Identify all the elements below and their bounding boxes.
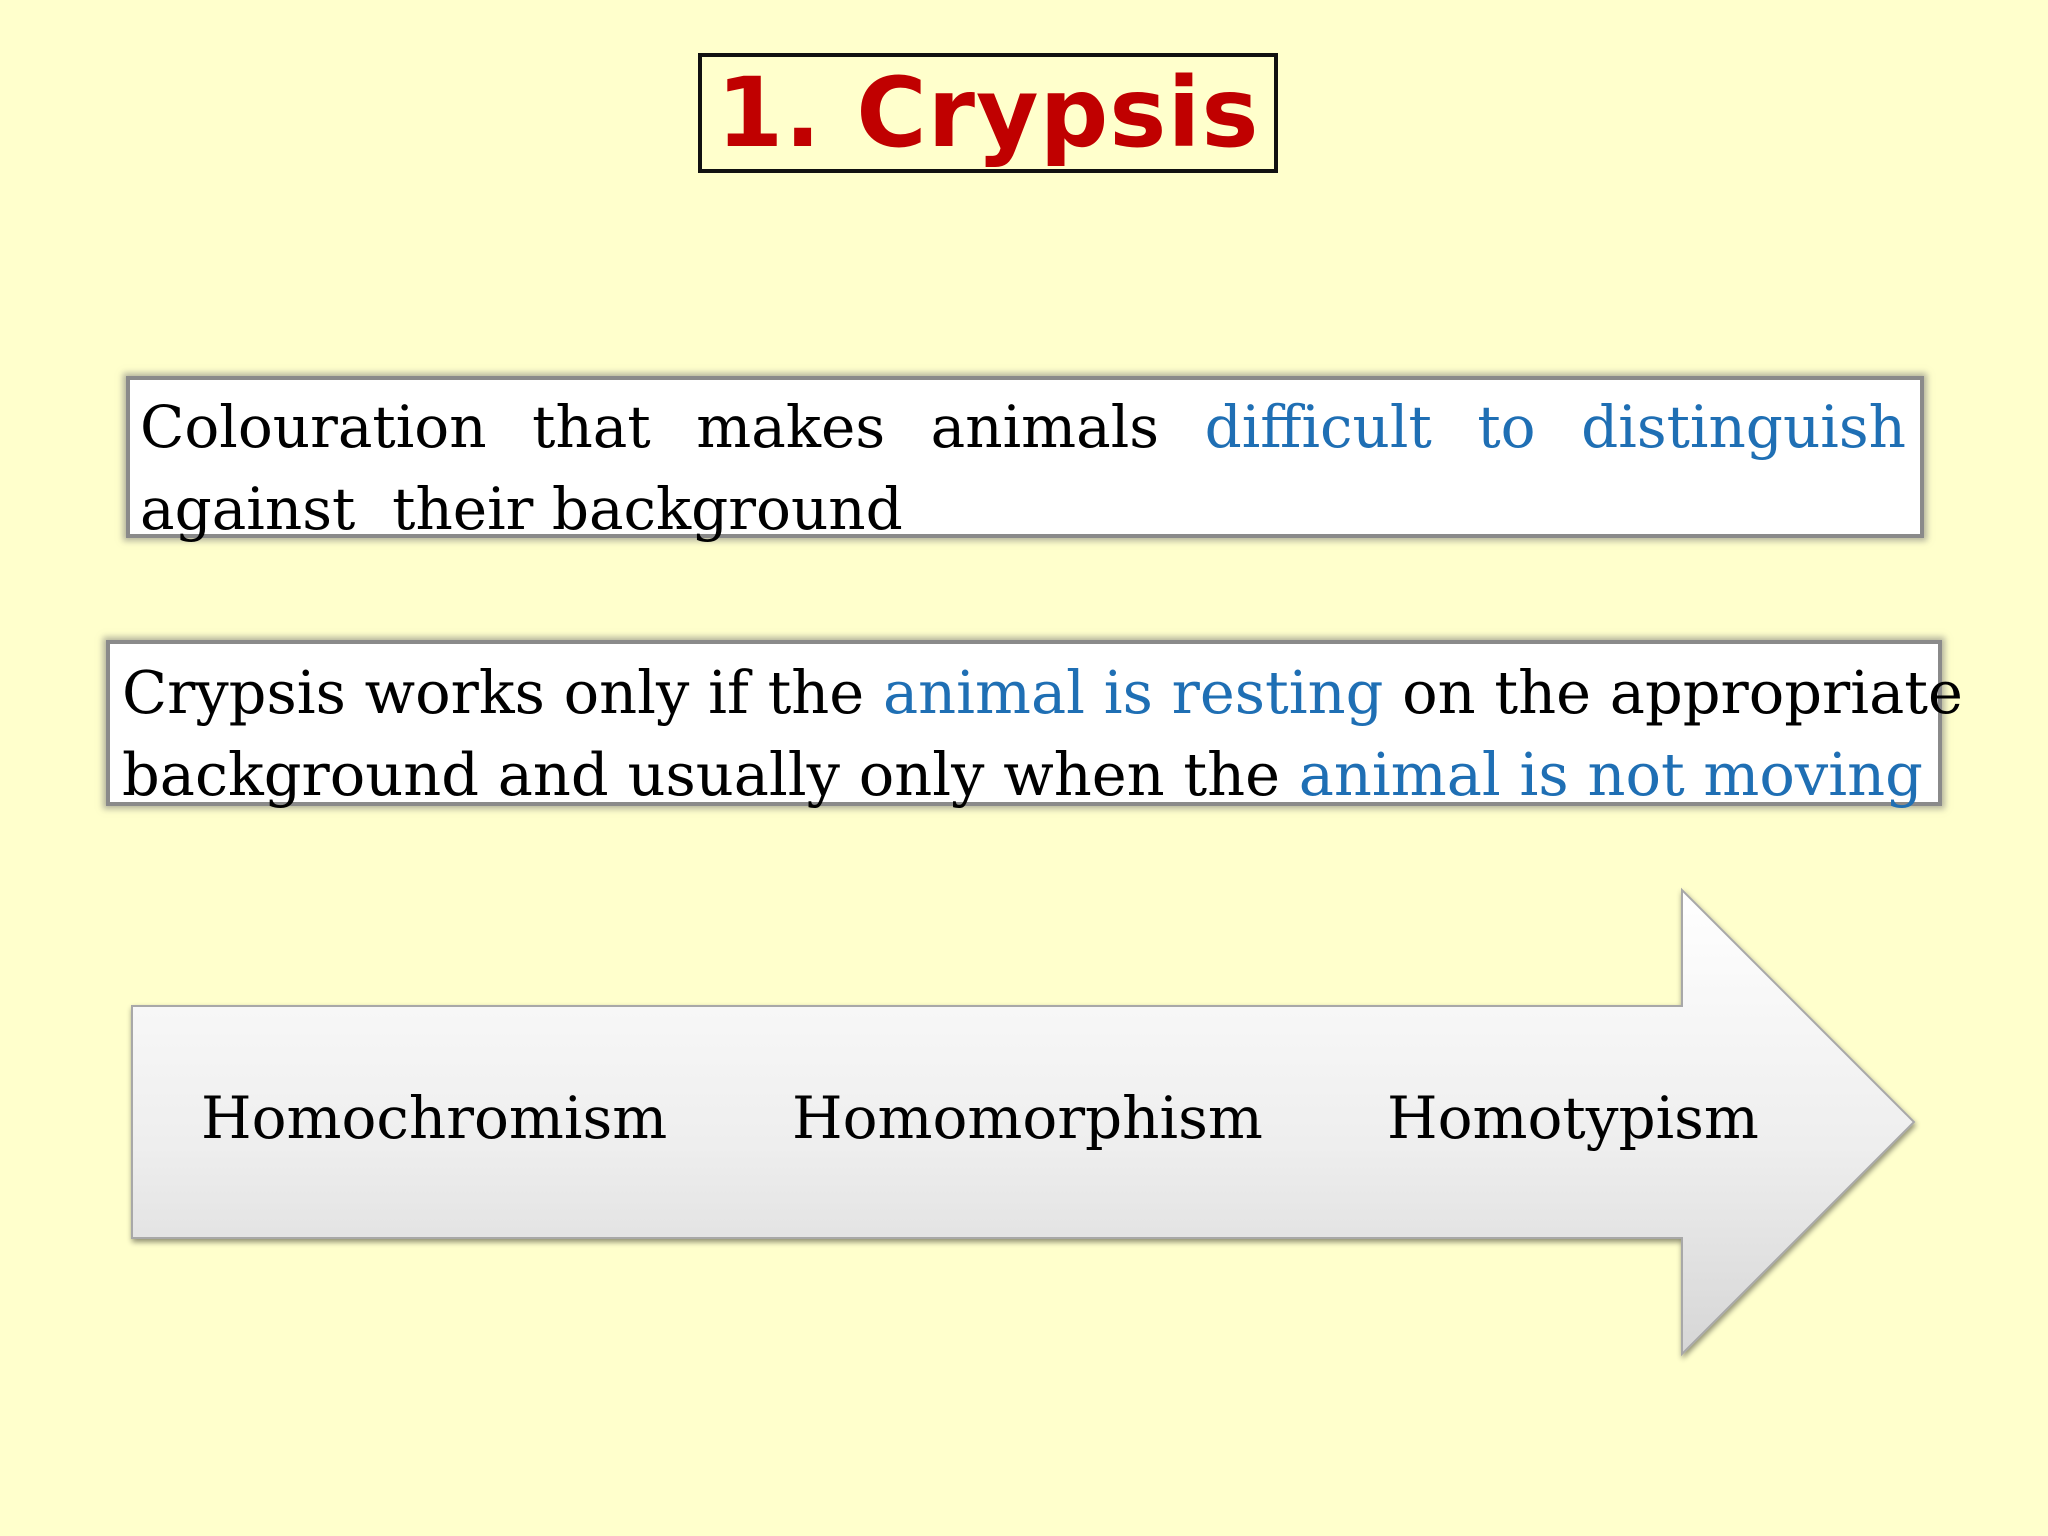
condition-highlight: animal is not moving [1298, 740, 1923, 809]
arrow-item-homotypism: Homotypism [1387, 1084, 1759, 1152]
condition-text: Crypsis works only if the [122, 658, 883, 727]
condition-text: background and usually only when the [122, 740, 1299, 809]
definition-word: that [532, 393, 651, 461]
definition-highlight-word: to [1477, 393, 1536, 461]
condition-box [106, 640, 1963, 809]
title-box [698, 53, 1278, 173]
condition-line-1 [122, 652, 1963, 734]
definition-line-1 [140, 386, 1906, 468]
condition-line-2 [122, 734, 1923, 816]
arrow-item-homochromism: Homochromism [201, 1084, 668, 1152]
definition-line-2: against their background [140, 475, 903, 543]
condition-highlight: animal is resting [882, 658, 1384, 727]
definition-highlight-word: distinguish [1581, 393, 1906, 461]
condition-text: on the appropriate [1383, 658, 1963, 727]
definition-highlight-word: difficult [1204, 393, 1432, 461]
definition-word: animals [930, 393, 1160, 461]
slide-title: 1. Crypsis [716, 57, 1260, 169]
definition-word: makes [696, 393, 886, 461]
types-arrow [126, 884, 1926, 1364]
definition-word: Colouration [140, 393, 487, 461]
arrow-item-homomorphism: Homomorphism [792, 1084, 1263, 1152]
definition-box [126, 376, 1924, 543]
